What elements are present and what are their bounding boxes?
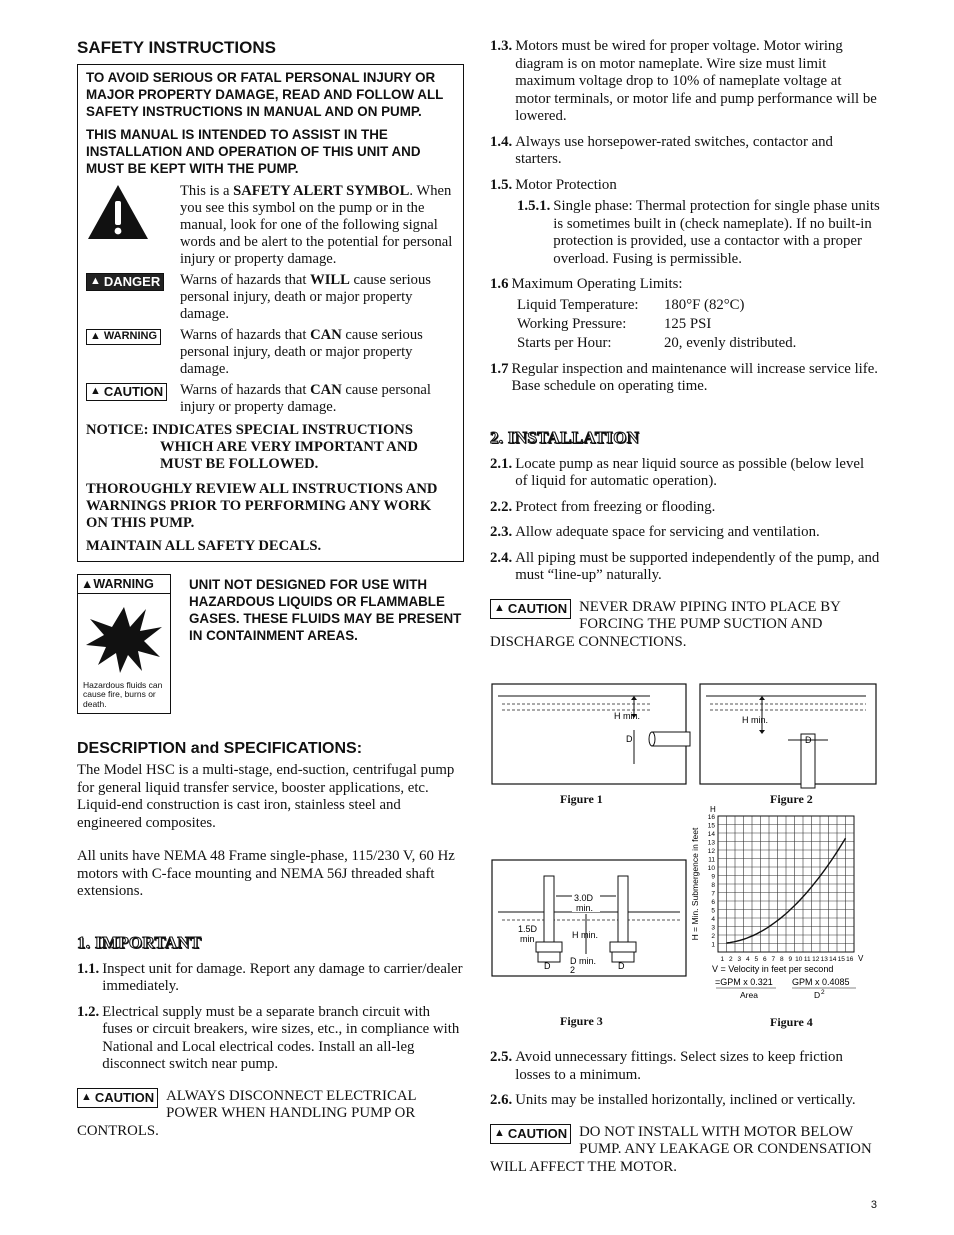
alert-triangle-icon: ▲ (81, 577, 94, 591)
description-title: DESCRIPTION and SPECIFICATIONS: (77, 740, 363, 757)
item-1-6: 1.6 Maximum Operating Limits: (490, 276, 683, 292)
fig4-formula2-den: D (814, 990, 821, 1000)
fig4-xtick: 3 (737, 956, 742, 963)
fig4-xtick: 11 (803, 956, 811, 963)
fig4-ytick: 5 (711, 907, 715, 915)
fig3-30d: 3.0D (574, 893, 594, 903)
fig3-min: min. (576, 903, 594, 913)
fig3-15d: 1.5D (518, 924, 538, 934)
safety-alert-text: This is a SAFETY ALERT SYMBOL. When you see this symbol on the pump or in the manual, look for one of the following signal words and be alert to the potential for personal injury or property damage. (180, 183, 453, 267)
figure-1-caption: Figure 1 (560, 792, 603, 806)
fig4-ytick: 4 (711, 916, 715, 923)
hazard-small-text: Hazardous fluids can cause fire, burns or death. (83, 679, 163, 709)
fig4-xtick: 15 (837, 956, 845, 963)
safety-box (77, 64, 464, 562)
alert-triangle-icon: ▲ (81, 1090, 92, 1103)
figure-4 (690, 805, 864, 1000)
fig4-xtick: 12 (812, 956, 820, 963)
review-text: THOROUGHLY REVIEW ALL INSTRUCTIONS AND WARNINGS PRIOR TO PERFORMING ANY WORK ON THIS PUMP. (86, 481, 438, 531)
caution-badge: ▲ CAUTION (490, 599, 571, 619)
item-1-1: 1.1. Inspect unit for damage. Report any damage to carrier/dealer immediately. (77, 960, 463, 994)
fig3-d-left: D (544, 961, 551, 971)
fig4-formula1-num: =GPM x 0.321 (715, 977, 773, 987)
figure-4-caption: Figure 4 (770, 1015, 813, 1029)
fig4-ytick: 12 (707, 848, 715, 855)
figure-2-caption: Figure 2 (770, 792, 813, 806)
fig1-hmin: H min. (614, 711, 641, 721)
alert-triangle-icon: ▲ (90, 385, 101, 397)
fig4-formula1-den: Area (740, 990, 758, 1000)
installation-title: 2. INSTALLATION (490, 427, 640, 447)
figure-3-caption: Figure 3 (560, 1014, 603, 1028)
alert-triangle-icon: ▲ (494, 601, 505, 614)
fig4-xtick: 13 (820, 956, 828, 963)
fig4-ytick: 13 (707, 839, 715, 847)
fig1-d: D (626, 734, 633, 744)
warning-row (86, 327, 455, 378)
alert-triangle-icon: ▲ (90, 330, 101, 342)
fig3-min2: min (520, 934, 535, 944)
fig4-ytick: 1 (711, 941, 715, 949)
fig4-xtick: 6 (762, 956, 767, 963)
warning-text: Warns of hazards that CAN cause serious personal injury, death or major property damage. (180, 327, 423, 377)
safety-alert-symbol (86, 183, 180, 246)
fig4-ytick: 6 (711, 899, 715, 906)
fig3-hmin: H min. (572, 930, 599, 940)
hazard-warning-text: UNIT NOT DESIGNED FOR USE WITH HAZARDOUS LIQUIDS OR FLAMMABLE GASES. THESE FLUIDS MAY BE PRESENT IN CONTAINMENT AREAS. (189, 577, 462, 643)
caution-piping: ▲ CAUTION NEVER DRAW PIPING INTO PLACE BY FORCING THE PUMP SUCTION AND DISCHARGE CONNECTIONS. (490, 598, 841, 650)
fig3-dmin: D min. (570, 956, 597, 966)
left-column (77, 38, 464, 1140)
limit-pressure: Working Pressure: 125 PSI (517, 315, 712, 332)
caution-row (86, 382, 455, 416)
fig4-xtick: 16 (846, 956, 854, 963)
hazard-label-header: ▲WARNING (78, 575, 170, 594)
hazard-label (77, 574, 171, 714)
fig4-xlabel: V = Velocity in feet per second (712, 964, 834, 974)
fig4-ytick: 16 (707, 814, 715, 821)
right-column (490, 38, 880, 651)
fig4-xtick: 2 (728, 956, 733, 963)
item-2-6: 2.6. Units may be installed horizontally, inclined or vertically. (490, 1092, 856, 1108)
fig4-formula2-sup: 2 (821, 989, 825, 996)
important-title: 1. IMPORTANT (77, 932, 202, 952)
item-2-1: 2.1. Locate pump as near liquid source as possible (below level of liquid for automatic operation). (490, 455, 865, 489)
fig4-formula2-num: GPM x 0.4085 (792, 977, 850, 987)
alert-triangle-icon (86, 183, 150, 241)
fig4-xtick: 1 (720, 956, 725, 963)
fig4-ylabel: H = Min. Submergence in feet (690, 827, 700, 941)
fig4-xtick: 8 (779, 956, 784, 963)
item-2-4: 2.4. All piping must be supported independently of the pump, and must “line-up” naturally. (490, 549, 880, 583)
figure-1 (492, 684, 690, 784)
fig4-xtick: 7 (771, 956, 776, 963)
description-p2: All units have NEMA 48 Frame single-phase, 115/230 V, 60 Hz motors with C-face mounting and NEMA 56J threaded shaft extensions. (77, 848, 455, 899)
fig4-xtick: 14 (829, 956, 837, 963)
warning-badge: ▲ WARNING (86, 329, 161, 345)
fig2-hmin: H min. (742, 715, 769, 725)
danger-badge: ▲ DANGER (86, 273, 164, 291)
fig4-xtick: 5 (754, 956, 759, 963)
fig4-ytick: 7 (711, 890, 715, 898)
fig2-d: D (805, 735, 812, 745)
item-2-5: 2.5. Avoid unnecessary fittings. Select sizes to keep friction losses to a minimum. (490, 1049, 843, 1083)
item-1-3: 1.3. Motors must be wired for proper voltage. Motor wiring diagram is on motor nameplate. Wire size must limit maximum voltage drop to 10% of nameplate voltage at motor terminals, or motor life and pump performance will be lowered. (490, 38, 877, 124)
alert-triangle-icon: ▲ (494, 1126, 505, 1139)
figure-2 (700, 684, 876, 788)
safety-alert-row (86, 183, 455, 268)
fig4-v-label: V (858, 954, 864, 963)
limit-starts: Starts per Hour: 20, evenly distributed. (517, 334, 797, 351)
item-2-2: 2.2. Protect from freezing or flooding. (490, 498, 716, 515)
maintain-text: MAINTAIN ALL SAFETY DECALS. (86, 538, 322, 554)
safety-p1: TO AVOID SERIOUS OR FATAL PERSONAL INJURY OR MAJOR PROPERTY DAMAGE, READ AND FOLLOW ALL SAFETY INSTRUCTIONS IN MANUAL AND ON PUMP. (86, 70, 444, 119)
caution-badge: ▲ CAUTION (77, 1088, 158, 1108)
figures-diagram (490, 682, 890, 1037)
explosion-icon (84, 601, 164, 675)
fig4-h-label: H (710, 805, 716, 814)
danger-text: Warns of hazards that WILL cause serious personal injury, death or major property damage. (180, 272, 431, 322)
fig4-ytick: 14 (707, 831, 715, 838)
fig3-d-right: D (618, 961, 625, 971)
fig4-xtick: 10 (795, 956, 803, 963)
fig4-xtick: 4 (745, 956, 750, 963)
item-1-2: 1.2. Electrical supply must be a separate branch circuit with fuses or circuit breakers, wire sizes, etc., in compliance with National and Local electrical codes. Install an all-leg disconnect switch near pump. (77, 1003, 460, 1072)
item-1-4: 1.4. Always use horsepower-rated switches, contactor and starters. (490, 133, 833, 167)
fig4-ytick: 3 (711, 924, 715, 932)
fig4-xtick: 9 (788, 956, 793, 963)
notice-text: NOTICE: INDICATES SPECIAL INSTRUCTIONS WHICH ARE VERY IMPORTANT AND MUST BE FOLLOWED. (86, 422, 418, 472)
caution-text: Warns of hazards that CAN cause personal injury or property damage. (180, 382, 431, 415)
fig4-ytick: 2 (711, 933, 715, 940)
item-1-5: 1.5. Motor Protection (490, 176, 617, 193)
fig4-ytick: 15 (707, 822, 715, 830)
fig4-ytick: 11 (708, 856, 715, 864)
page-number: 3 (870, 1199, 877, 1211)
caution-badge: ▲ CAUTION (86, 383, 167, 401)
operating-limits (490, 296, 880, 353)
safety-p2: THIS MANUAL IS INTENDED TO ASSIST IN THE INSTALLATION AND OPERATION OF THIS UNIT AND MUST BE KEPT WITH THE PUMP. (86, 127, 421, 176)
safety-title: SAFETY INSTRUCTIONS (77, 38, 276, 57)
figure-3 (492, 860, 686, 976)
caution-motor: ▲ CAUTION DO NOT INSTALL WITH MOTOR BELOW PUMP. ANY LEAKAGE OR CONDENSATION WILL AFFECT THE MOTOR. (490, 1123, 872, 1175)
hazard-warning-block (77, 574, 464, 714)
fig4-ytick: 9 (711, 873, 715, 881)
danger-row (86, 272, 455, 323)
description-p1: The Model HSC is a multi-stage, end-suction, centrifugal pump for general liquid transfer service, booster applications, etc. Liquid-end construction is cast iron, stainless steel and engineered composites. (77, 762, 455, 831)
fig4-ytick: 10 (707, 865, 715, 872)
right-column-lower (490, 1049, 880, 1176)
limit-temperature: Liquid Temperature: 180°F (82°C) (517, 296, 745, 313)
item-2-3: 2.3. Allow adequate space for servicing and ventilation. (490, 524, 820, 540)
fig3-two: 2 (570, 965, 576, 975)
item-1-7: 1.7 Regular inspection and maintenance will increase service life. Base schedule on operating time. (490, 360, 878, 394)
alert-triangle-icon: ▲ (90, 275, 101, 287)
fig4-ytick: 8 (711, 882, 715, 889)
caution-disconnect: ▲ CAUTION ALWAYS DISCONNECT ELECTRICAL POWER WHEN HANDLING PUMP OR CONTROLS. (77, 1087, 417, 1139)
caution-badge: ▲ CAUTION (490, 1124, 571, 1144)
item-1-5-1: 1.5.1. Single phase: Thermal protection for single phase units is sometimes built in (check nameplate). If no built-in protection is provided, use a contactor with a proper overload. Fusing is permissible. (517, 198, 880, 267)
